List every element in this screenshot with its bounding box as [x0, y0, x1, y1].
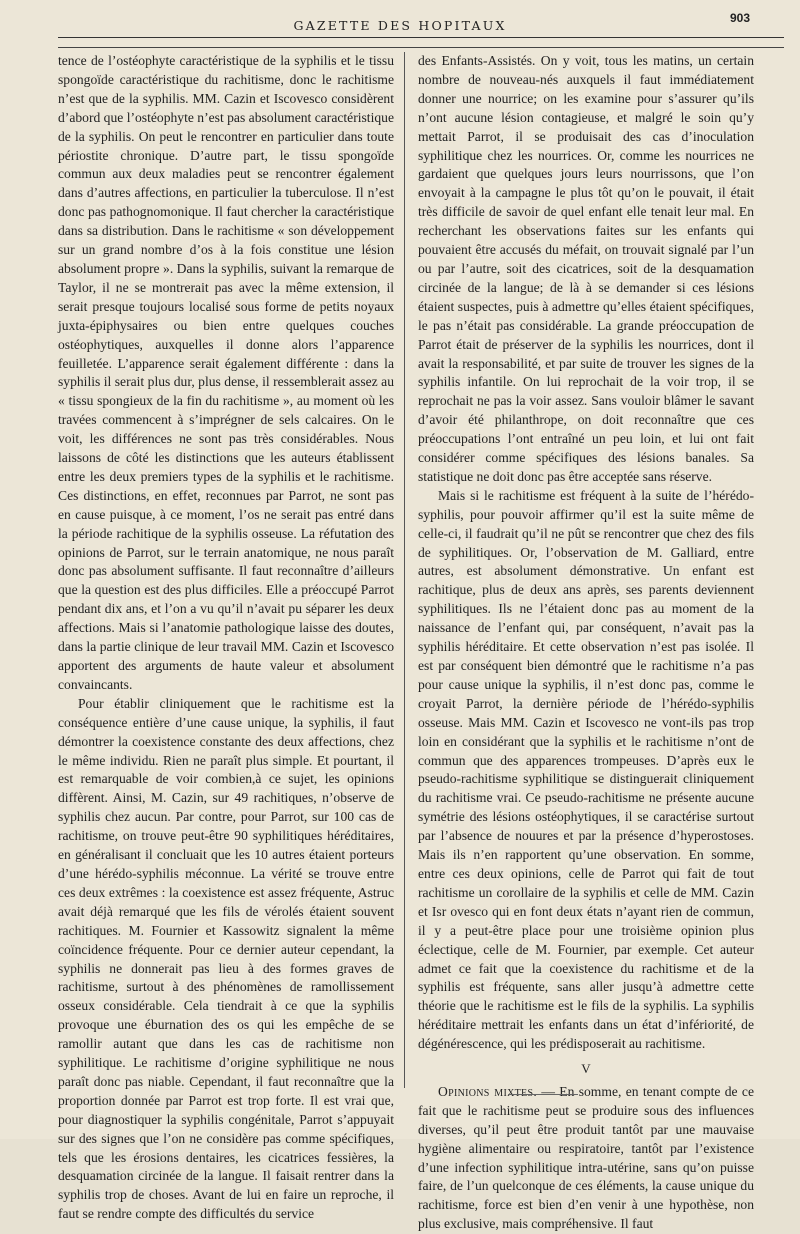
right-paragraph-1: des Enfants-Assistés. On y voit, tous les matins, un certain nombre de nouveau-nés auxquels il faut immédiatement donner une nourrice; on les examine pour s’assurer qu’ils n’ont aucune lésion contagieuse, et malgré le soin qu’y mettait Parrot, il se produisait des cas d’inoculation syphilitique chez les nourrices. Or, comme les nourrices ne gardaient que quelques jours leurs nourrissons, que l’on envoyait à la campagne le plus tôt qu’on le pouvait, il était très difficile de savoir de quel enfant elle tenait leur mal. En recherchant les observations faites sur les enfants qui pouvaient être accusés du méfait, on trouvait signalé par l’un ou par l’autre, soit des cicatrices, soit de la desquamation circinée de la langue; de là à se demander si ces lésions étaient suspectes, puis à admettre qu’elles étaient spécifiques, le pas n’était pas considérable. La grande préoccupation de Parrot était de préserver de la syphilis les nourrices, dont il avait la responsabilité, et par suite de trouver les signes de la syphilis infantile. On lui reprochait de la voir trop, il se reprochait ne pas la voir assez. Sans vouloir blâmer le savant d’avoir été philanthrope, on doit reconnaître que ces préoccupations l’ont entraîné un peu loin, et lui ont fait considérer comme spécifiques des lésions banales. Sa statistique ne doit donc pas être acceptée sans réserve. [418, 53, 754, 484]
section-number: V [581, 1061, 591, 1077]
column-separator [404, 52, 405, 1088]
right-paragraph-3-text: — En somme, en tenant compte de ce fait que le rachitisme peut se produire sous des influences diverses, qu’il peut être produit tantôt par une mauvaise hygiène alimentaire ou respiratoire, tantôt par l’existence d’une infection syphilitique intra-utérine, sans qu’on puisse faire, de l’un quelconque de ces éléments, la cause unique du rachitisme, force est bien d’en venir à une hypothèse, non plus exclusive, mais compréhensive. Il faut [418, 1083, 754, 1232]
left-column [58, 52, 394, 1224]
running-header-title: GAZETTE DES HOPITAUX [293, 18, 507, 33]
header-rule-lower [58, 47, 784, 48]
footer-ornament-rule [508, 1094, 578, 1095]
right-column [418, 52, 754, 1234]
header-rule [58, 37, 784, 38]
right-paragraph-2: Mais si le rachitisme est fréquent à la suite de l’hérédo-syphilis, pour pouvoir affirmer qu’il est la suite même de celle-ci, il faudrait qu’il ne pût se rencontrer que chez des fils de syphilitiques. Or, l’observation de M. Galliard, entre autres, est absolument démonstrative. Un enfant est rachitique, plus de deux ans après, ses parents deviennent syphilitiques. Ils ne l’étaient donc pas au moment de la naissance de l’enfant qui, par conséquent, n’avait pas la syphilis héréditaire. Et cette observation n’est pas isolée. Il est par conséquent bien démontré que le rachitisme n’a pas pour cause unique la syphilis, il n’est donc pas, comme le croyait Parrot, la dernière période de l’hérédo-syphilis osseuse. Mais MM. Cazin et Iscovesco ne vont-ils pas trop loin en considérant que la syphilis et le rachitisme n’ont de commun que des apparences trompeuses. D’après eux le pseudo-rachitisme syphilitique se distinguerait cliniquement du rachitisme vrai. Ce pseudo-rachitisme ne présente aucune symétrie des lésions ostéophytiques, il se caractérise surtout par l’absence de nouures et par la présence d’hyperostoses. Mais ils n’en rapportent qu’une observation. En somme, entre ces deux opinions, celle de Parrot qui fait de tout rachitisme un corollaire de la syphilis et celle de MM. Cazin et Isr ovesco qui en font deux états n’ayant rien de commun, il y a peut-être place pour une troisième opinion plus éclectique, celle de M. Fournier, par exemple. Cet auteur admet ce fait que la coexistence du rachitisme et de la syphilis est fréquente, sans aller jusqu’à admettre cette théorie que le rachitisme est le fils de la syphilis. La syphilis héréditaire mettrait les enfants dans un état d’infériorité, de dégénérescence, qui les prédisposerait au rachitisme. [418, 487, 754, 1052]
page-number: 903 [730, 11, 751, 25]
right-paragraph-3 [418, 1083, 754, 1234]
left-paragraph-1: tence de l’ostéophyte caractéristique de la syphilis et le tissu spongoïde caractéristique du rachitisme, donc le rachitisme n’est que de la syphilis. MM. Cazin et Iscovesco considèrent d’abord que l’ostéophyte n’est pas absolument caractéristique de la syphilis. On peut le rencontrer en particulier dans toute périostite chronique. D’autre part, le tissu spongoïde commun aux deux maladies peut se rencontrer également dans d’autres affections, en particulier la tuberculose. Il n’est donc pas pathognomonique. Il faut chercher la caractéristique dans sa distribution. Dans le rachitisme « son développement sur un grand nombre d’os à la fois constitue une lésion absolument propre ». Dans la syphilis, suivant la remarque de Taylor, il ne se montrerait pas avec la même extension, il serait presque toujours localisé sous forme de petits noyaux juxta-épiphysaires ou bien entre quelques couches ostéophytiques, auxquelles il donne alors l’apparence feuilletée. L’apparence serait également différente : dans la syphilis il serait plus dur, plus dense, il ressemblerait assez au « tissu spongieux de la fin du rachitisme », au moment où les travées commencent à s’imprégner de sels calcaires. On le voit, les différences ne sont pas très considérables. Nous laissons de côté les distinctions que les auteurs établissent entre les deux premiers types de la syphilis et le rachitisme. Ces distinctions, en effet, reconnues par Parrot, ne sont pas en cause puisque, à ce moment, l’os ne serait pas entré dans la période rachitique de la syphilis osseuse. La réfutation des opinions de Parrot, sur le terrain anatomique, ne nous paraît donc pas absolument suffisante. Il faut reconnaître d’ailleurs que la question est des plus difficiles. Elle a préoccupé Parrot pendant dix ans, et l’on a vu qu’il n’avait pu séparer les deux affections. Mais si l’anatomie pathologique laisse des doutes, dans la partie clinique de leur travail MM. Cazin et Iscovesco apportent des arguments de haute valeur et absolument convaincants. [58, 53, 394, 692]
section-heading: Opinions mixtes. [438, 1083, 538, 1099]
left-paragraph-2: Pour établir cliniquement que le rachitisme est la conséquence entière d’une cause unique, la syphilis, il faut démontrer la coexistence constante des deux affections, chez le même individu. Rien ne paraît plus simple. Et pourtant, il est remarquable de voir combien,à ce sujet, les opinions diffèrent. Ainsi, M. Cazin, sur 49 rachitiques, n’observe de syphilis chez aucun. Par contre, pour Parrot, sur 100 cas de rachitisme, on trouve peut-être 90 syphilitiques héréditaires, en généralisant il concluait que les 10 autres étaient porteurs d’une hérédo-syphilis méconnue. La vérité se trouve entre ces deux extrêmes : la coexistence est assez fréquente, Astruc avait déjà remarqué que les fils de vérolés étaient souvent rachitiques. M. Fournier et Kassowitz signalent la même coïncidence fréquente. Pour ce dernier auteur cependant, la syphilis ne donnerait pas lieu à des formes graves de rachitisme, surtout à des phénomènes de ramollissement osseux considérable. Cela tiendrait à ce que la syphilis provoque une éburnation des os qui les empêche de se ramollir autant que dans les cas de rachitisme non syphilitique. Le rachitisme d’origine syphilitique ne nous paraît donc pas niable. Cependant, il faut reconnaître que la proportion donnée par Parrot est trop forte. Il est vrai que, pour diagnostiquer la syphilis congénitale, Parrot s’appuyait sur des signes que l’on ne considère pas comme spécifiques, tels que les érosions dentaires, les cicatrices fessières, la desquamation circinée de la langue. Il faisait rentrer dans la syphilis trop de choses. Avant de lui en faire un reproche, il faut se rendre compte des difficultés du service [58, 695, 394, 1222]
